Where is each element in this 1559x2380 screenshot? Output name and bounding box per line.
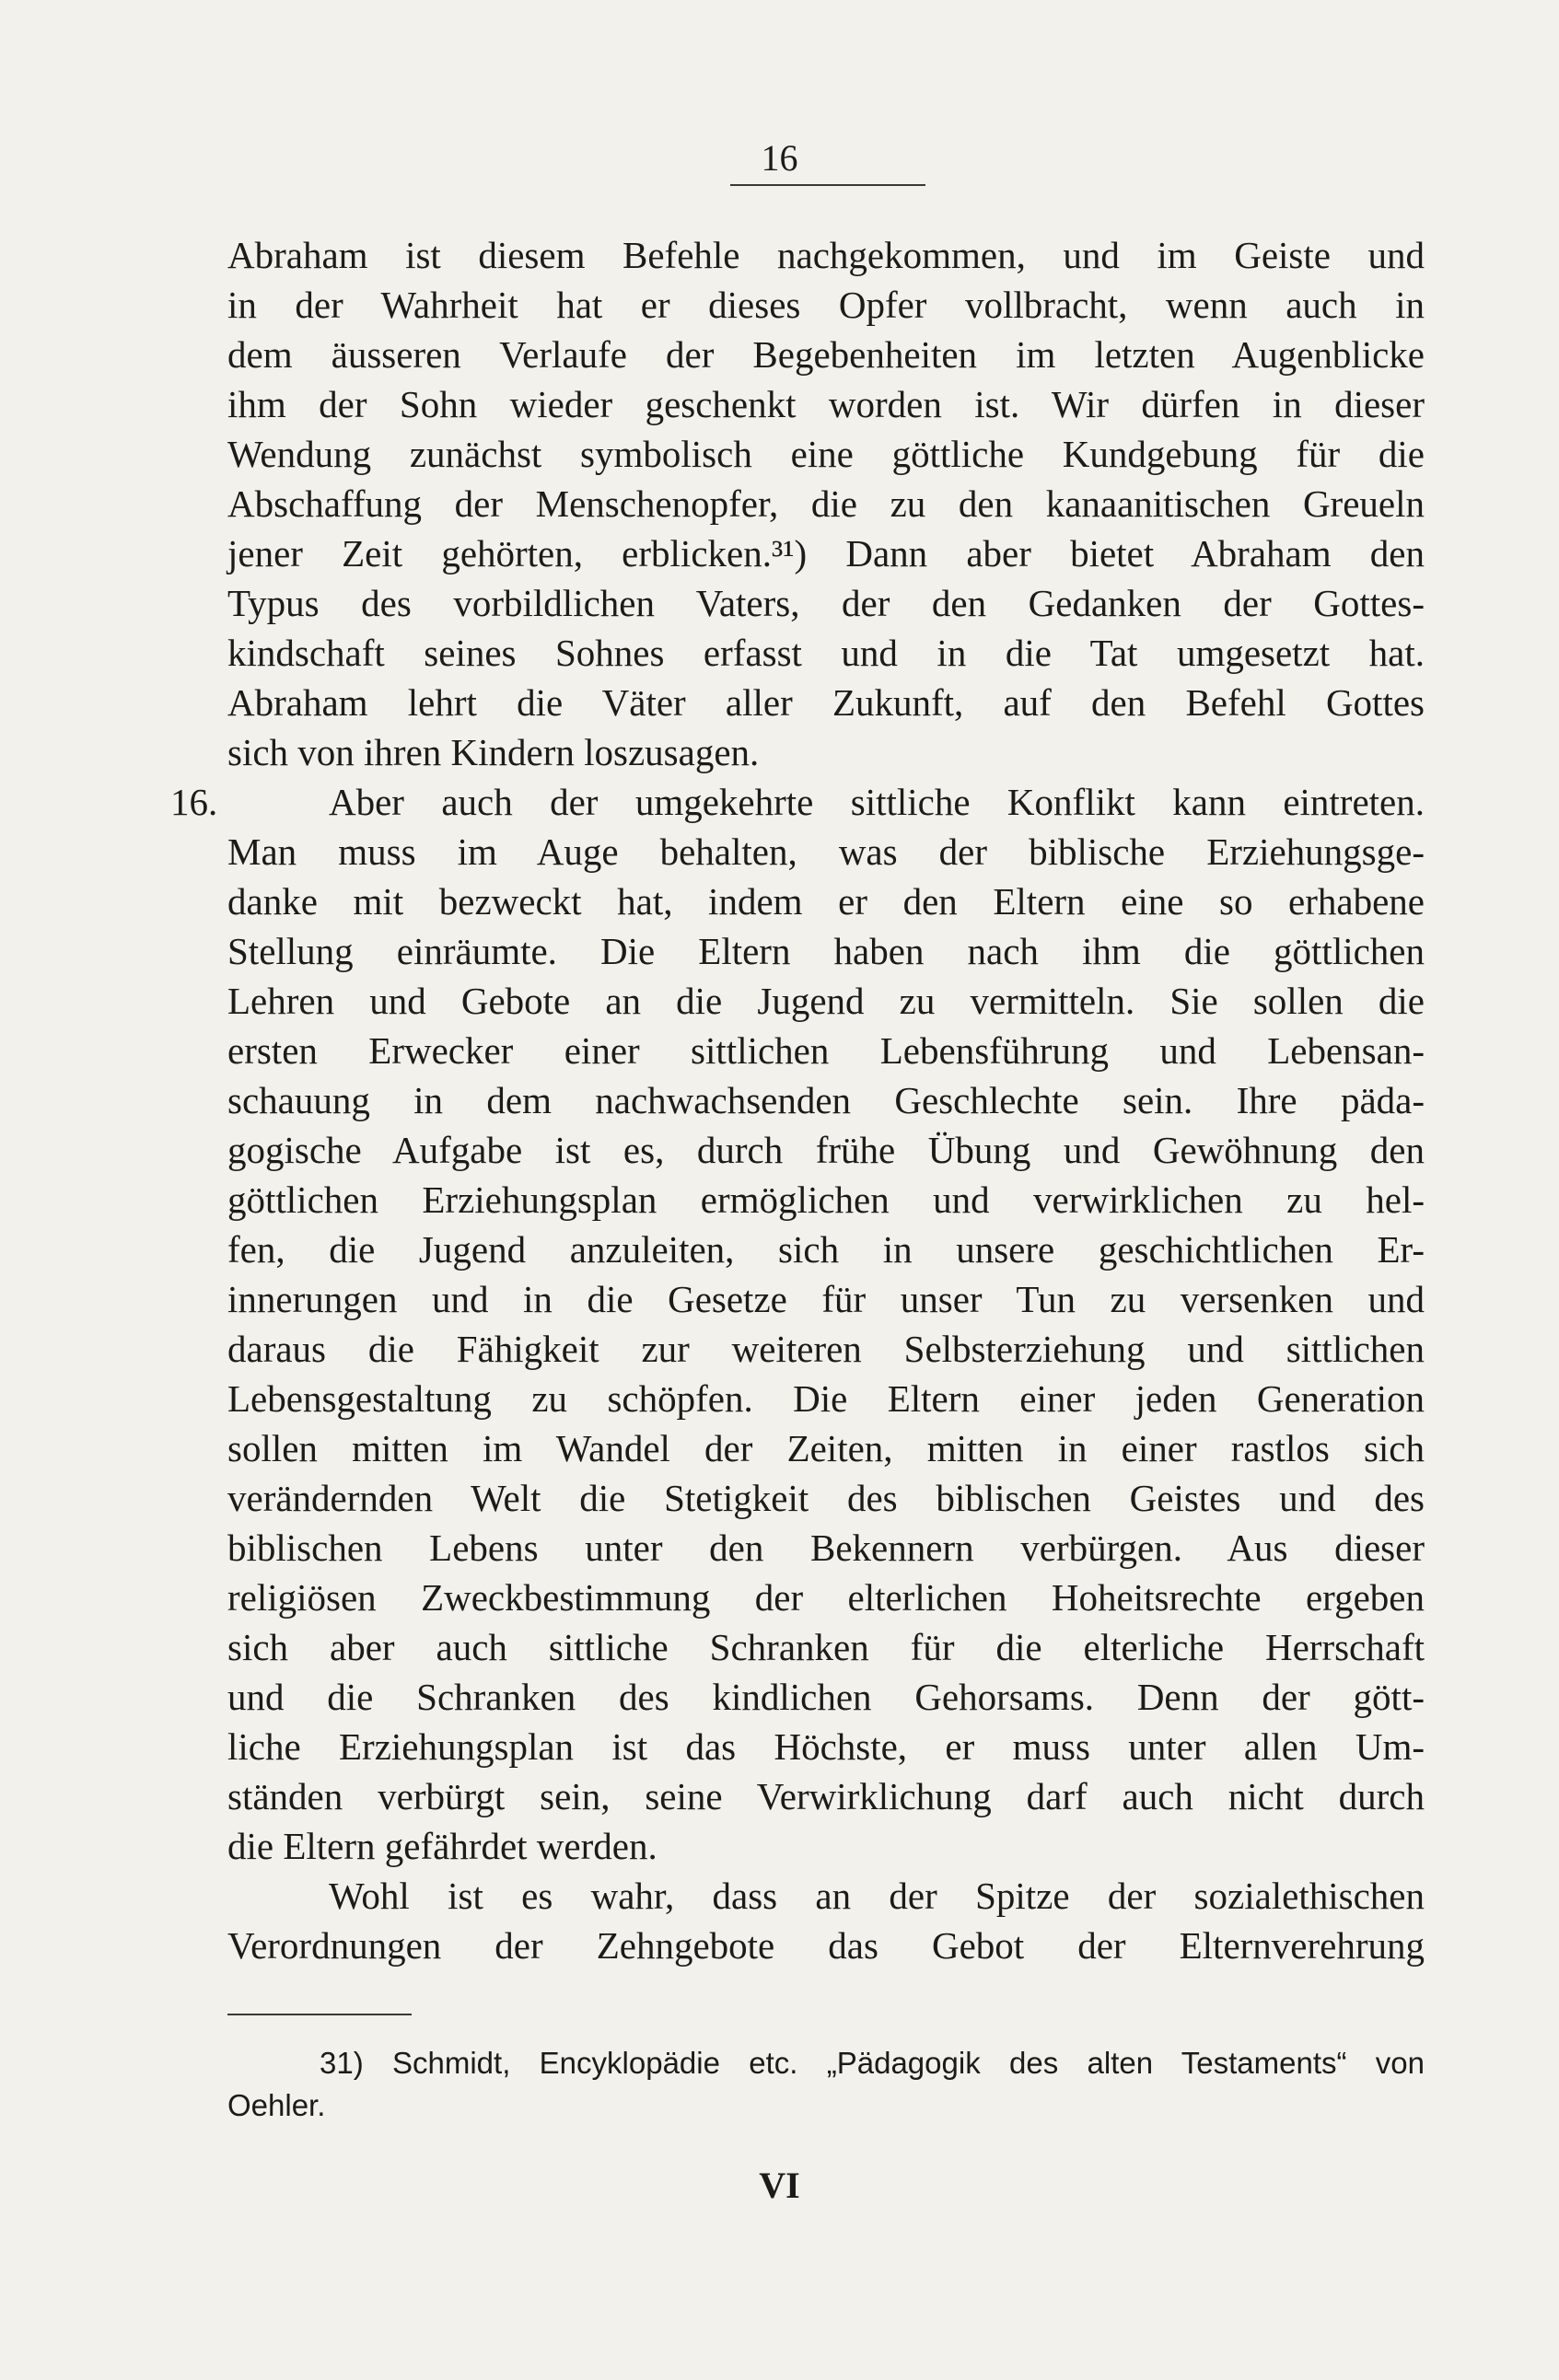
text-line: Abschaffung der Menschenopfer, die zu den kanaanitischen Greueln — [227, 482, 1425, 525]
text-line: die Eltern gefährdet werden. — [227, 1825, 657, 1867]
text-line: liche Erziehungsplan ist das Höchste, er muss unter allen Um- — [227, 1725, 1425, 1768]
text-line: sollen mitten im Wandel der Zeiten, mitten in einer rastlos sich — [227, 1427, 1425, 1469]
text-line: Verordnungen der Zehngebote das Gebot der Elternverehrung — [227, 1924, 1425, 1967]
text-line: Aber auch der umgekehrte sittliche Konflikt kann eintreten. — [329, 781, 1425, 823]
footnote-line: 31) Schmidt, Encyklopädie etc. „Pädagogik des alten Testaments“ von — [320, 2046, 1425, 2080]
text-line: Wohl ist es wahr, dass an der Spitze der sozialethischen — [329, 1875, 1425, 1917]
text-line: Wendung zunächst symbolisch eine göttliche Kundgebung für die — [227, 433, 1425, 475]
text-line: schauung in dem nachwachsenden Geschlechte sein. Ihre päda- — [227, 1079, 1425, 1121]
text-line: religiösen Zweckbestimmung der elterlichen Hoheitsrechte ergeben — [227, 1576, 1425, 1619]
text-line: daraus die Fähigkeit zur weiteren Selbsterziehung und sittlichen — [227, 1328, 1425, 1370]
text-line: Stellung einräumte. Die Eltern haben nach ihm die göttlichen — [227, 930, 1425, 972]
text-line: Abraham ist diesem Befehle nachgekommen, und im Geiste und — [227, 234, 1425, 276]
text-line: Lebensgestaltung zu schöpfen. Die Eltern einer jeden Generation — [227, 1377, 1425, 1420]
text-line: Typus des vorbildlichen Vaters, der den Gedanken der Gottes- — [227, 582, 1425, 624]
text-line: innerungen und in die Gesetze für unser Tun zu versenken und — [227, 1278, 1425, 1320]
text-line: sich aber auch sittliche Schranken für die elterliche Herrschaft — [227, 1626, 1425, 1668]
text-line: kindschaft seines Sohnes erfasst und in die Tat umgesetzt hat. — [227, 632, 1425, 674]
text-line: biblischen Lebens unter den Bekennern verbürgen. Aus dieser — [227, 1527, 1425, 1569]
text-line: dem äusseren Verlaufe der Begebenheiten im letzten Augenblicke — [227, 333, 1425, 376]
footnote — [227, 2042, 1425, 2127]
text-line: in der Wahrheit hat er dieses Opfer vollbracht, wenn auch in — [227, 284, 1425, 326]
text-line: Abraham lehrt die Väter aller Zukunft, auf den Befehl Gottes — [227, 681, 1425, 724]
body-text — [170, 230, 1425, 1970]
text-line: ihm der Sohn wieder geschenkt worden ist. Wir dürfen in dieser — [227, 383, 1425, 425]
paragraph-16-first-line — [170, 777, 1425, 827]
text-line: ständen verbürgt sein, seine Verwirklichung darf auch nicht durch — [227, 1775, 1425, 1817]
text-line: jener Zeit gehörten, erblicken.³¹) Dann aber bietet Abraham den — [227, 532, 1425, 575]
footnote-rule — [227, 2014, 412, 2015]
footnote-line: Oehler. — [227, 2088, 326, 2122]
signature-mark: VI — [759, 2165, 800, 2206]
text-line: gogische Aufgabe ist es, durch frühe Übung und Gewöhnung den — [227, 1129, 1425, 1171]
header-rule — [730, 184, 925, 186]
page-number: 16 — [761, 137, 798, 179]
text-line: ersten Erwecker einer sittlichen Lebensführung und Lebensan- — [227, 1029, 1425, 1072]
text-line: danke mit bezweckt hat, indem er den Eltern eine so erhabene — [227, 880, 1425, 923]
margin-paragraph-number: 16. — [170, 781, 218, 823]
text-line: sich von ihren Kindern loszusagen. — [227, 731, 760, 773]
text-line: fen, die Jugend anzuleiten, sich in unsere geschichtlichen Er- — [227, 1228, 1425, 1271]
text-line: verändernden Welt die Stetigkeit des biblischen Geistes und des — [227, 1477, 1425, 1519]
text-line: göttlichen Erziehungsplan ermöglichen und verwirklichen zu hel- — [227, 1178, 1425, 1221]
text-line: Man muss im Auge behalten, was der biblische Erziehungsge- — [227, 830, 1425, 873]
text-line: und die Schranken des kindlichen Gehorsams. Denn der gött- — [227, 1676, 1425, 1718]
text-line: Lehren und Gebote an die Jugend zu vermitteln. Sie sollen die — [227, 980, 1425, 1022]
